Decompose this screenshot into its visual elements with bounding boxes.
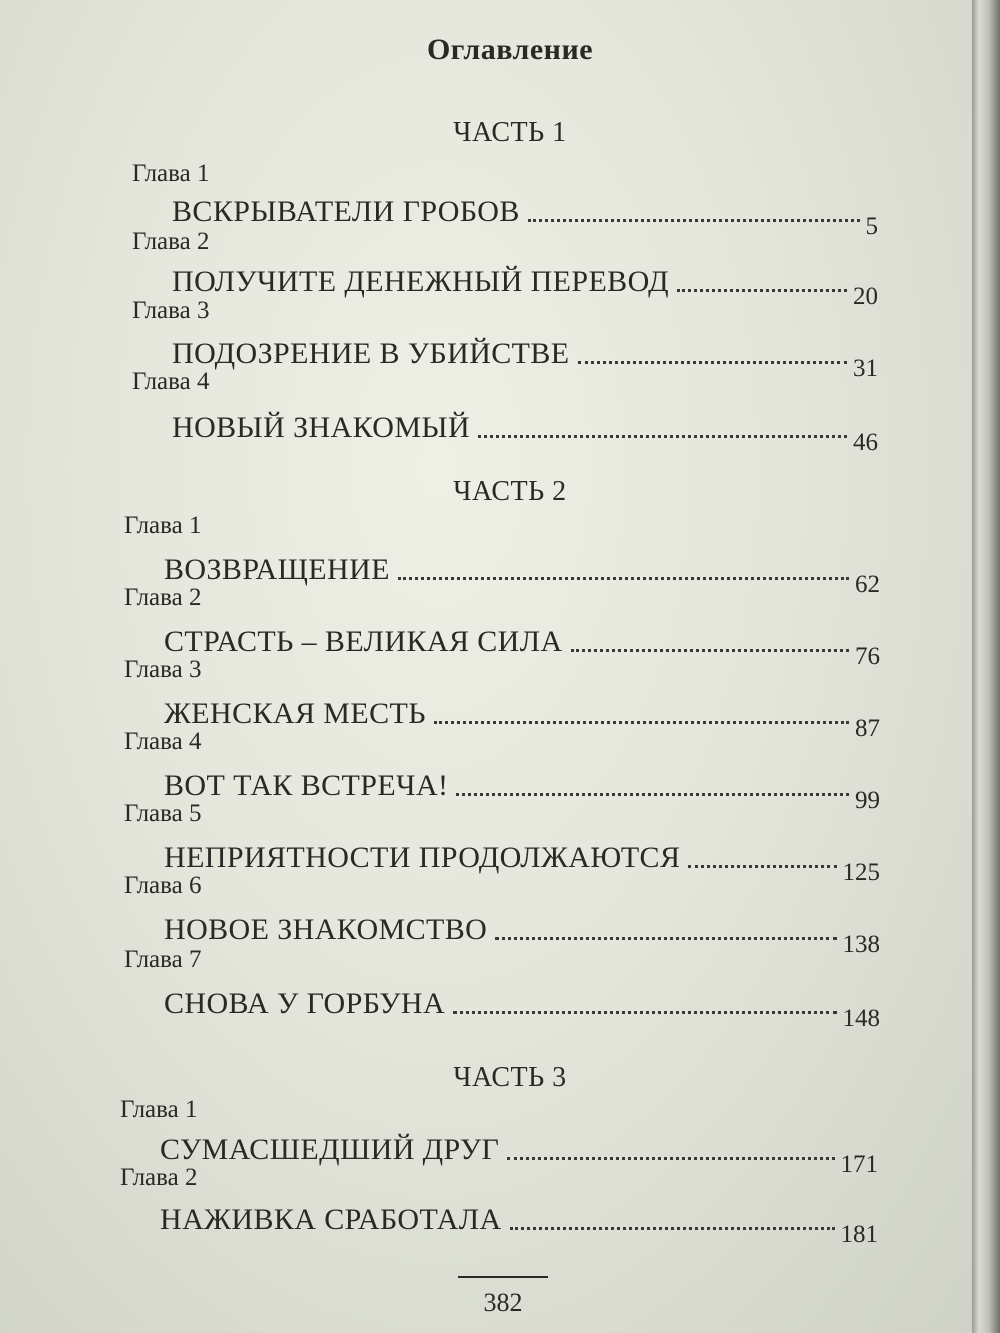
chapter-label: Глава 1 xyxy=(132,160,210,187)
chapter-title: ВОТ ТАК ВСТРЕЧА! xyxy=(164,769,449,802)
toc-entry[interactable] xyxy=(164,906,880,958)
chapter-title: ВОЗВРАЩЕНИЕ xyxy=(164,553,390,586)
chapter-title: СТРАСТЬ – ВЕЛИКАЯ СИЛА xyxy=(164,625,563,658)
chapter-page-number: 181 xyxy=(840,1221,878,1248)
toc-entry[interactable] xyxy=(160,1126,878,1178)
chapter-label: Глава 3 xyxy=(124,656,202,683)
chapter-label: Глава 1 xyxy=(124,512,202,539)
chapter-label: Глава 7 xyxy=(124,946,202,973)
footer-rule xyxy=(458,1276,548,1278)
toc-entry[interactable] xyxy=(164,690,880,742)
toc-entry[interactable] xyxy=(164,834,880,886)
chapter-page-number: 31 xyxy=(853,355,878,382)
dot-leader xyxy=(507,1157,834,1160)
chapter-title: ЖЕНСКАЯ МЕСТЬ xyxy=(164,697,426,730)
chapter-page-number: 171 xyxy=(840,1151,878,1178)
dot-leader xyxy=(478,435,847,438)
toc-title: Оглавление xyxy=(426,33,594,66)
chapter-page-number: 62 xyxy=(855,571,880,598)
dot-leader xyxy=(453,1011,836,1014)
part-heading: ЧАСТЬ 3 xyxy=(453,1062,567,1093)
chapter-label: Глава 5 xyxy=(124,800,202,827)
chapter-label: Глава 2 xyxy=(132,228,210,255)
toc-entry[interactable] xyxy=(172,330,878,382)
dot-leader xyxy=(677,289,847,292)
toc-entry[interactable] xyxy=(172,258,878,310)
chapter-label: Глава 4 xyxy=(124,728,202,755)
chapter-page-number: 125 xyxy=(842,859,880,886)
chapter-label: Глава 6 xyxy=(124,872,202,899)
toc-entry[interactable] xyxy=(164,618,880,670)
part-heading: ЧАСТЬ 2 xyxy=(453,476,567,507)
dot-leader xyxy=(434,721,849,724)
toc-entry[interactable] xyxy=(172,404,878,456)
chapter-title: НЕПРИЯТНОСТИ ПРОДОЛЖАЮТСЯ xyxy=(164,841,681,874)
dot-leader xyxy=(688,865,836,868)
page-edge xyxy=(972,0,1000,1333)
dot-leader xyxy=(578,361,847,364)
chapter-label: Глава 2 xyxy=(120,1164,198,1191)
chapter-title: НАЖИВКА СРАБОТАЛА xyxy=(160,1203,502,1236)
toc-entry[interactable] xyxy=(172,188,878,240)
part-heading: ЧАСТЬ 1 xyxy=(453,117,567,148)
dot-leader xyxy=(510,1227,835,1230)
dot-leader xyxy=(571,649,849,652)
dot-leader xyxy=(495,937,836,940)
chapter-label: Глава 4 xyxy=(132,368,210,395)
chapter-title: НОВЫЙ ЗНАКОМЫЙ xyxy=(172,411,471,444)
chapter-title: ВСКРЫВАТЕЛИ ГРОБОВ xyxy=(172,195,520,228)
chapter-title: СУМАСШЕДШИЙ ДРУГ xyxy=(160,1133,500,1166)
toc-entry[interactable] xyxy=(164,762,880,814)
chapter-title: СНОВА У ГОРБУНА xyxy=(164,987,446,1020)
chapter-page-number: 148 xyxy=(842,1005,880,1032)
toc-entry[interactable] xyxy=(164,980,880,1032)
chapter-page-number: 46 xyxy=(853,429,878,456)
chapter-label: Глава 3 xyxy=(132,297,210,324)
chapter-title: ПОДОЗРЕНИЕ В УБИЙСТВЕ xyxy=(172,337,570,370)
chapter-page-number: 87 xyxy=(855,715,880,742)
chapter-page-number: 20 xyxy=(853,283,878,310)
dot-leader xyxy=(456,793,849,796)
chapter-page-number: 5 xyxy=(865,213,878,240)
chapter-page-number: 76 xyxy=(855,643,880,670)
chapter-page-number: 99 xyxy=(855,787,880,814)
chapter-title: НОВОЕ ЗНАКОМСТВО xyxy=(164,913,488,946)
chapter-label: Глава 2 xyxy=(124,584,202,611)
toc-entry[interactable] xyxy=(160,1196,878,1248)
chapter-page-number: 138 xyxy=(842,931,880,958)
toc-entry[interactable] xyxy=(164,546,880,598)
chapter-label: Глава 1 xyxy=(120,1096,198,1123)
dot-leader xyxy=(528,219,860,222)
page-number: 382 xyxy=(483,1288,523,1317)
chapter-title: ПОЛУЧИТЕ ДЕНЕЖНЫЙ ПЕРЕВОД xyxy=(172,265,670,298)
dot-leader xyxy=(398,577,849,580)
